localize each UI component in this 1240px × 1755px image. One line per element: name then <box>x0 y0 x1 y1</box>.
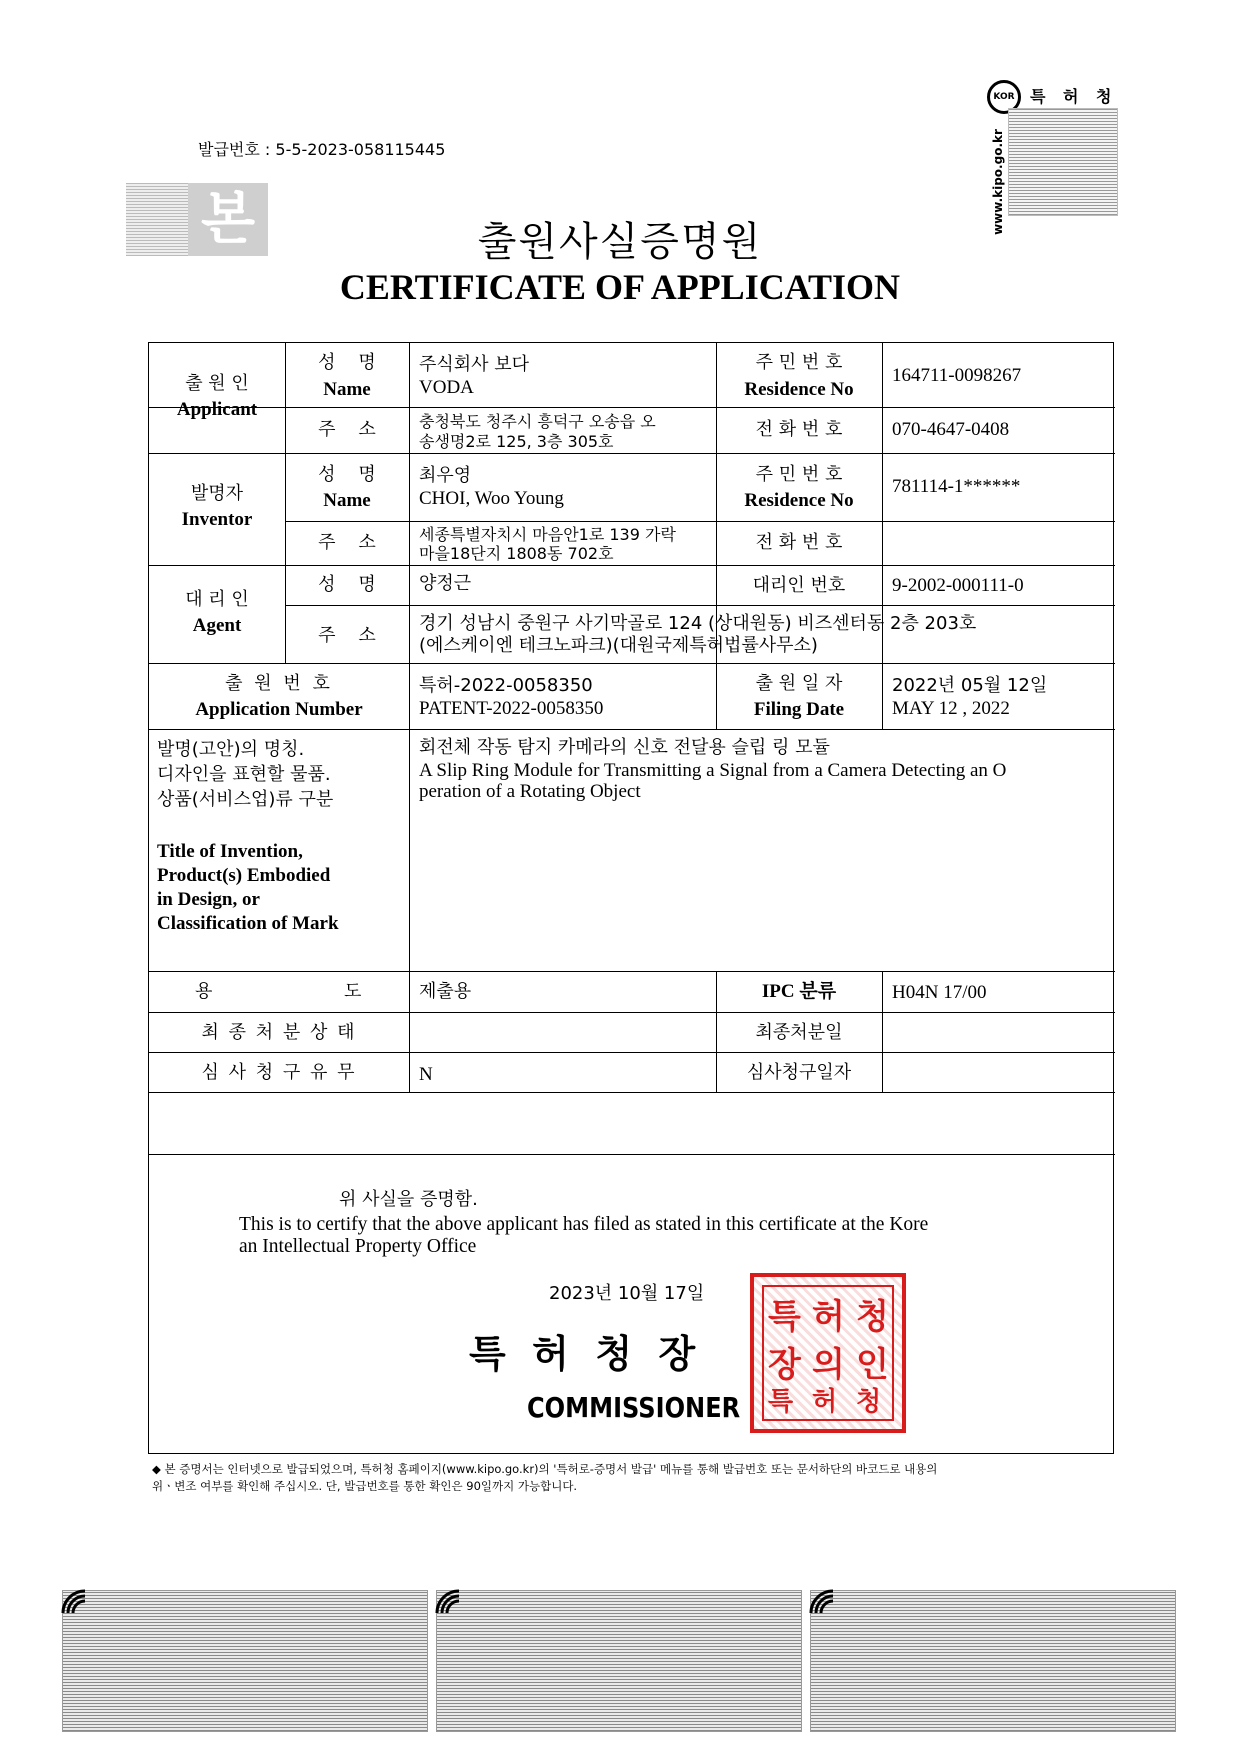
inventor-name-label-en: Name <box>323 490 371 511</box>
inventor-resno-label-ko: 주 민 번 호 <box>755 464 843 485</box>
title-label-en-2: Product(s) Embodied <box>157 865 331 886</box>
filing-date-ko: 2022년 05월 12일 <box>892 675 1048 696</box>
issue-number: 발급번호 : 5-5-2023-058115445 <box>198 140 446 159</box>
title-label-en-3: in Design, or <box>157 889 260 910</box>
title-english: CERTIFICATE OF APPLICATION <box>339 267 901 307</box>
notice-line-2: 위ㆍ변조 여부를 확인해 주십시오. 단, 발급번호를 통한 확인은 90일까지 가능합니다. <box>152 1479 578 1493</box>
invention-title-ko: 회전체 작동 탐지 카메라의 신호 전달용 슬립 링 모듈 <box>419 737 830 758</box>
office-name: 특 허 청 장 <box>469 1332 696 1376</box>
agent-addr-label: 주 소 <box>318 625 376 646</box>
row-divider <box>149 1154 1115 1155</box>
applicant-phone: 070-4647-0408 <box>892 419 1010 440</box>
inventor-resno-label-en: Residence No <box>744 490 854 511</box>
col-divider <box>882 343 883 729</box>
applicant-phone-label: 전 화 번 호 <box>755 419 843 440</box>
filing-date-label-en: Filing Date <box>753 699 845 720</box>
inventor-addr-line1: 세종특별자치시 마음안1로 139 가락 <box>419 525 676 544</box>
exam-date-label: 심사청구일자 <box>746 1062 852 1083</box>
kipo-badge <box>978 80 1118 235</box>
application-number-label-en: Application Number <box>195 699 363 720</box>
invention-title-en-1: A Slip Ring Module for Transmitting a Signal from a Camera Detecting an O <box>419 760 1007 781</box>
filing-date-label-ko: 출 원 일 자 <box>755 673 843 694</box>
inventor-phone-label: 전 화 번 호 <box>755 532 843 553</box>
row-divider <box>149 1092 1115 1093</box>
title-label-ko-3: 상품(서비스업)류 구분 <box>157 789 334 810</box>
agent-name-label: 성 명 <box>318 574 376 595</box>
certify-statement-ko: 위 사실을 증명함. <box>339 1189 478 1210</box>
title-label-en-4: Classification of Mark <box>157 913 339 934</box>
certify-statement-en-2: an Intellectual Property Office <box>239 1236 477 1257</box>
applicant-addr-line2: 송생명2로 125, 3층 305호 <box>419 432 614 451</box>
row-divider <box>149 1052 1115 1053</box>
barcode-icon <box>62 1590 428 1732</box>
agent-no-label: 대리인 번호 <box>752 575 846 596</box>
kipo-url: www.kipo.go.kr <box>991 129 1005 235</box>
application-number-en: PATENT-2022-0058350 <box>419 698 604 719</box>
inventor-name-en: CHOI, Woo Young <box>419 488 564 509</box>
applicant-addr-line1: 충청북도 청주시 흥덕구 오송읍 오 <box>419 412 656 431</box>
agent-label-ko: 대 리 인 <box>185 589 249 610</box>
ipc-value: H04N 17/00 <box>892 982 987 1003</box>
applicant-addr-label: 주 소 <box>318 419 376 440</box>
title-label-ko-1: 발명(고안)의 명칭. <box>157 739 305 760</box>
barcode-icon <box>436 1590 802 1732</box>
purpose-label-1: 용 <box>195 981 213 1002</box>
applicant-name-label-ko: 성 명 <box>318 352 376 373</box>
exam-request-value: N <box>419 1064 433 1085</box>
ipc-label: IPC 분류 <box>761 981 837 1002</box>
applicant-resno-label-en: Residence No <box>744 379 854 400</box>
inventor-addr-label: 주 소 <box>318 532 376 553</box>
agent-name: 양정근 <box>419 573 472 594</box>
exam-request-label: 심 사 청 구 유 무 <box>201 1062 357 1083</box>
row-divider <box>149 971 1115 972</box>
applicant-label-en: Applicant <box>176 399 258 420</box>
agent-label-en: Agent <box>192 615 242 636</box>
row-divider <box>149 729 1115 730</box>
certify-date: 2023년 10월 17일 <box>549 1283 705 1304</box>
applicant-name-label-en: Name <box>323 379 371 400</box>
row-divider <box>149 565 1115 566</box>
row-divider <box>149 407 1115 408</box>
inventor-addr-line2: 마을18단지 1808동 702호 <box>419 544 614 563</box>
kipo-code-icon <box>1008 108 1118 216</box>
agent-addr-line2: (에스케이엔 테크노파크)(대원국제특허법률사무소) <box>419 635 818 656</box>
certificate-table <box>148 342 1114 1454</box>
inventor-name-ko: 최우영 <box>419 465 472 486</box>
kipo-logo-icon: KOR <box>987 80 1021 114</box>
application-number-label-ko: 출 원 번 호 <box>225 673 333 694</box>
office-name-en: COMMISSIONER <box>527 1391 741 1424</box>
col-divider <box>409 343 410 1092</box>
invention-title-en-2: peration of a Rotating Object <box>419 781 641 802</box>
inventor-name-label-ko: 성 명 <box>318 464 376 485</box>
final-status-label: 최 종 처 분 상 태 <box>201 1022 357 1043</box>
row-divider <box>149 1012 1115 1013</box>
row-divider <box>149 453 1115 454</box>
applicant-resno-label-ko: 주 민 번 호 <box>755 352 843 373</box>
inventor-label-en: Inventor <box>181 509 253 530</box>
purpose-value: 제출용 <box>419 981 472 1002</box>
certify-statement-en-1: This is to certify that the above applicant has filed as stated in this certificate at the Kore <box>239 1214 929 1235</box>
applicant-label-ko: 출 원 인 <box>185 373 249 394</box>
application-number-ko: 특허-2022-0058350 <box>419 675 593 696</box>
applicant-resno: 164711-0098267 <box>892 365 1022 386</box>
inventor-resno: 781114-1****** <box>892 476 1021 497</box>
col-divider <box>882 971 883 1092</box>
agent-no: 9-2002-000111-0 <box>892 575 1024 596</box>
applicant-name-ko: 주식회사 보다 <box>419 354 530 375</box>
verification-notice <box>152 1461 1112 1495</box>
title-korean: 출원사실증명원 <box>477 219 763 265</box>
purpose-label-2: 도 <box>344 981 362 1002</box>
barcode-icon <box>810 1590 1176 1732</box>
kipo-name: 특 허 청 <box>1030 87 1118 106</box>
agent-addr-line1: 경기 성남시 중원구 사기막골로 124 (상대원동) 비즈센터동 2층 203호 <box>419 613 977 634</box>
official-seal-icon: 특 허 청 장 의 인 특 허 청 <box>750 1273 906 1433</box>
filing-date-en: MAY 12 , 2022 <box>892 698 1010 719</box>
applicant-name-en: VODA <box>419 377 474 398</box>
row-divider <box>149 663 1115 664</box>
inventor-label-ko: 발명자 <box>190 483 244 504</box>
original-mark: 본 <box>188 183 268 256</box>
title-label-en-1: Title of Invention, <box>157 841 303 862</box>
notice-line-1: ◆ 본 증명서는 인터넷으로 발급되었으며, 특허청 홈페이지(www.kipo.go.kr)의 '특허로-증명서 발급' 메뉴를 통해 발급번호 또는 문서하단의 바코드로 내용의 <box>152 1462 938 1476</box>
title-label-ko-2: 디자인을 표현할 물품. <box>157 764 331 785</box>
final-date-label: 최종처분일 <box>755 1022 843 1043</box>
